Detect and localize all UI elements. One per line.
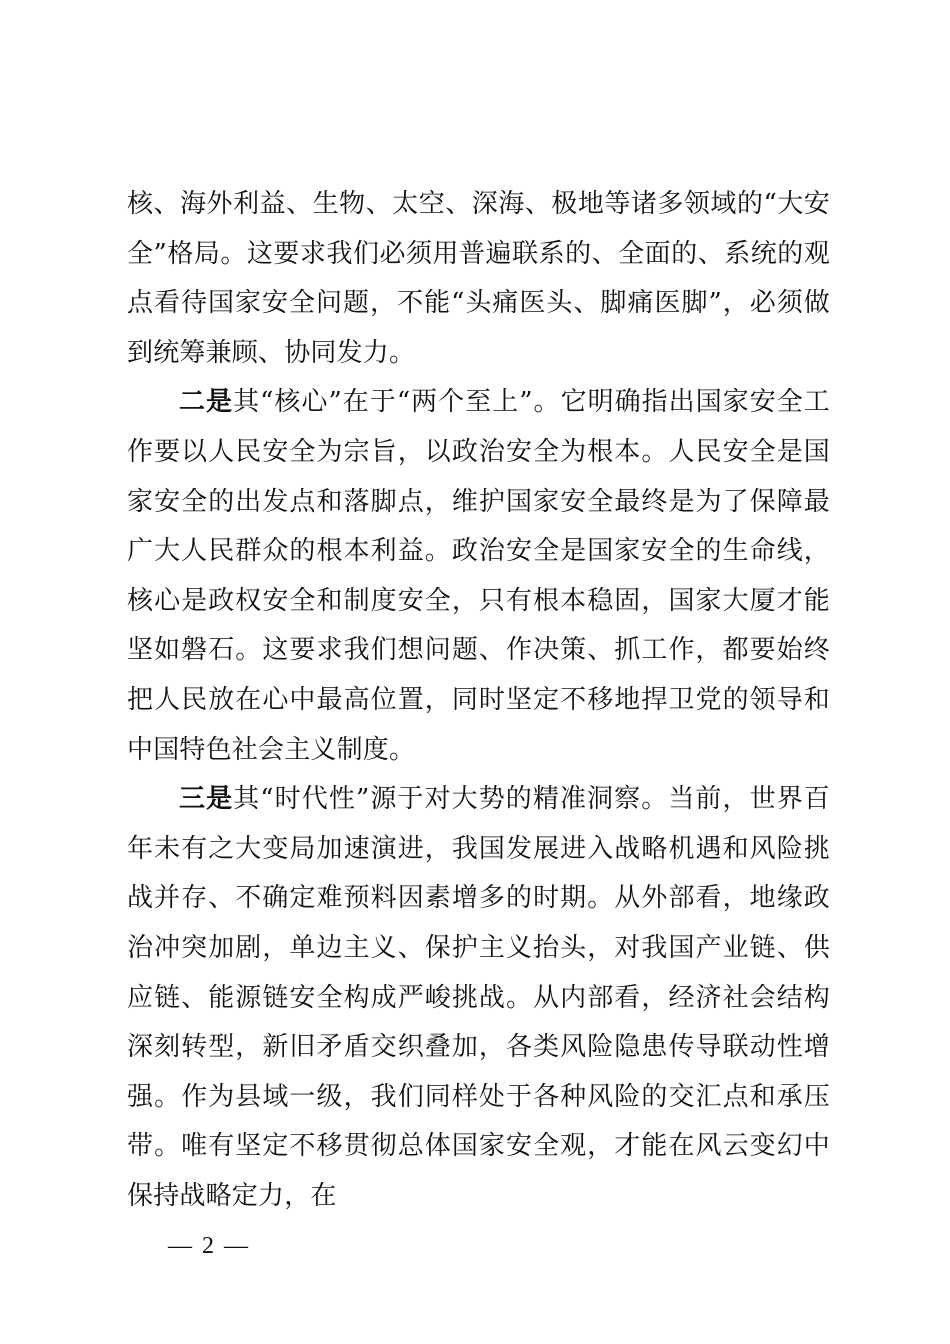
paragraph-2	[127, 378, 830, 775]
paragraph-3-lead: 三是	[179, 784, 234, 815]
paragraph-1	[127, 180, 830, 378]
page-number: — 2 —	[168, 1233, 250, 1259]
paragraph-3-text: 其“时代性”源于对大势的精准洞察。当前，世界百年未有之大变局加速演进，我国发展进入战略机遇和风险挑战并存、不确定难预料因素增多的时期。从外部看，地缘政治冲突加剧，单边主义、保护主义抬头，对我国产业链、供应链、能源链安全构成严峻挑战。从内部看，经济社会结构深刻转型，新旧矛盾交织叠加，各类风险隐患传导联动性增强。作为县域一级，我们同样处于各种风险的交汇点和承压带。唯有坚定不移贯彻总体国家安全观，才能在风云变幻中保持战略定力，在	[127, 784, 830, 1211]
paragraph-2-text: 其“核心”在于“两个至上”。它明确指出国家安全工作要以人民安全为宗旨，以政治安全为根本。人民安全是国家安全的出发点和落脚点，维护国家安全最终是为了保障最广大人民群众的根本利益。政治安全是国家安全的生命线，核心是政权安全和制度安全，只有根本稳固，国家大厦才能坚如磐石。这要求我们想问题、作决策、抓工作，都要始终把人民放在心中最高位置，同时坚定不移地捍卫党的领导和中国特色社会主义制度。	[127, 387, 831, 765]
paragraph-3	[127, 775, 830, 1221]
paragraph-1-text: 核、海外利益、生物、太空、深海、极地等诸多领域的“大安全”格局。这要求我们必须用普遍联系的、全面的、系统的观点看待国家安全问题，不能“头痛医头、脚痛医脚”，必须做到统筹兼顾、协同发力。	[127, 189, 830, 368]
paragraph-2-lead: 二是	[179, 387, 234, 418]
document-body	[127, 180, 830, 1221]
